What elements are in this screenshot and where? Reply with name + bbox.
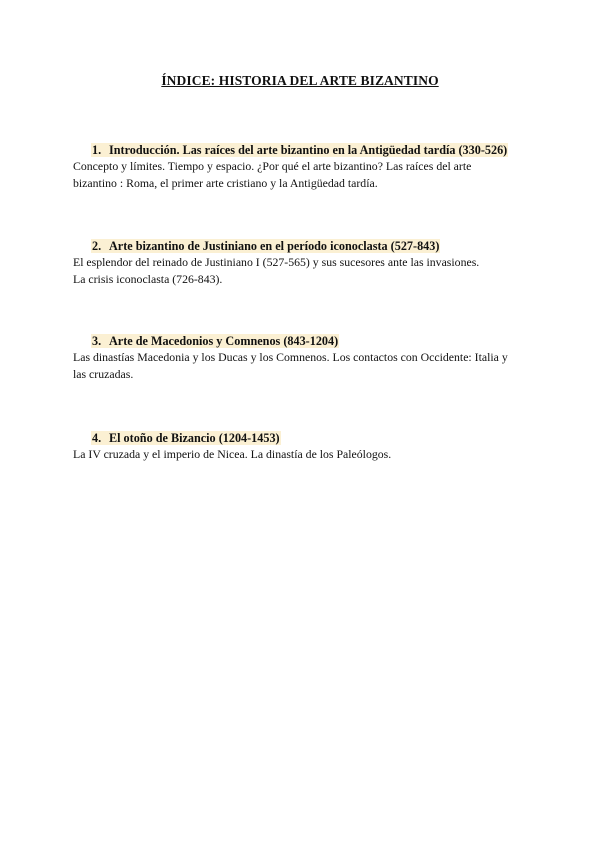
- body-line: El esplendor del reinado de Justiniano I (527-565) y sus sucesores ante las invasiones.: [73, 255, 480, 269]
- section-body: [73, 446, 543, 463]
- body-line: bizantino : Roma, el primer arte cristiano y la Antigüedad tardía.: [73, 176, 378, 190]
- section-title: El otoño de Bizancio (1204-1453): [109, 431, 280, 445]
- heading-highlight: [91, 431, 281, 445]
- section-heading: [91, 430, 543, 446]
- section-3: [73, 333, 543, 383]
- section-1: [73, 142, 543, 192]
- body-line: La IV cruzada y el imperio de Nicea. La dinastía de los Paleólogos.: [73, 447, 392, 461]
- heading-highlight: [91, 239, 440, 253]
- section-body: [73, 254, 543, 288]
- section-body: [73, 349, 543, 383]
- section-title: Introducción. Las raíces del arte bizantino en la Antigüedad tardía (330-526): [109, 143, 508, 157]
- body-line: Las dinastías Macedonia y los Ducas y los Comnenos. Los contactos con Occidente: Italia y: [73, 350, 508, 364]
- section-title: Arte bizantino de Justiniano en el período iconoclasta (527-843): [109, 239, 440, 253]
- section-heading: [91, 333, 543, 349]
- section-heading: [91, 142, 543, 158]
- section-2: [73, 238, 543, 288]
- section-number: 3.: [92, 334, 102, 348]
- section-number: 4.: [92, 431, 102, 445]
- section-title: Arte de Macedonios y Comnenos (843-1204): [109, 334, 339, 348]
- section-number: 2.: [92, 239, 102, 253]
- document-title: ÍNDICE: HISTORIA DEL ARTE BIZANTINO: [161, 73, 439, 88]
- section-4: [73, 430, 543, 463]
- section-body: [73, 158, 543, 192]
- section-heading: [91, 238, 543, 254]
- heading-highlight: [91, 334, 339, 348]
- body-line: Concepto y límites. Tiempo y espacio. ¿Por qué el arte bizantino? Las raíces del arte: [73, 159, 472, 173]
- body-line: La crisis iconoclasta (726-843).: [73, 272, 223, 286]
- body-line: las cruzadas.: [73, 367, 134, 381]
- section-number: 1.: [92, 143, 102, 157]
- heading-highlight: [91, 143, 508, 157]
